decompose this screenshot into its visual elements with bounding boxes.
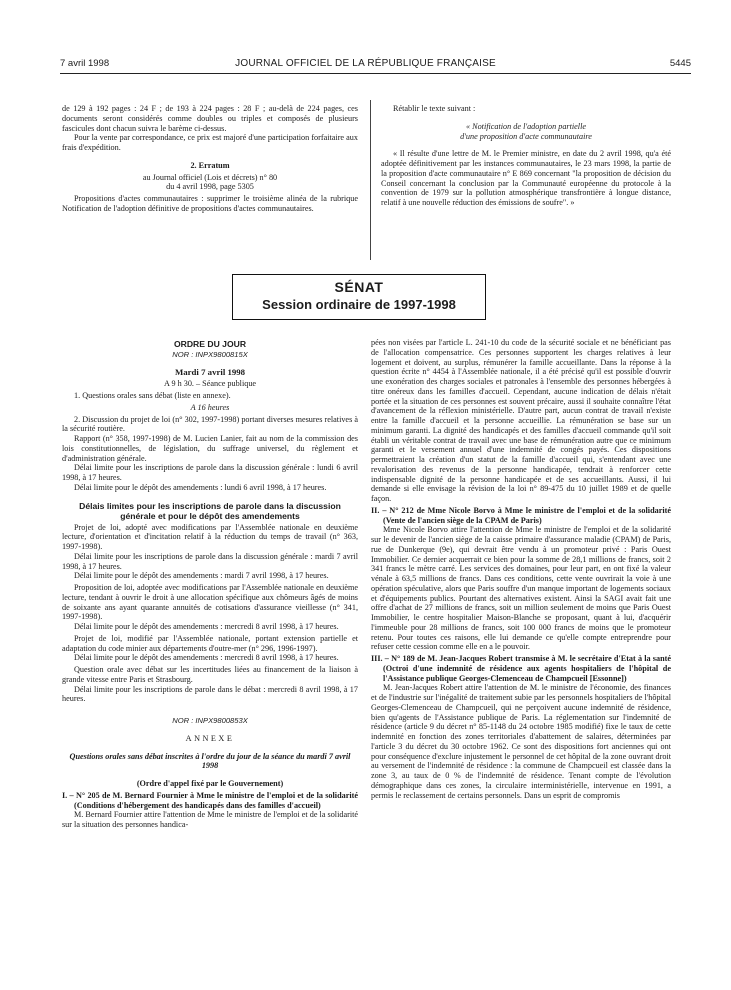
question-205-continuation: pées non visées par l'article L. 241-10 du code de la sécurité sociale et ne bénéficiant pas de l'allocation compensatrice. Ces personnes supportent les charges relatives à leur logement et doivent, au surplus, rémunérer la famille accueillante. Dans la réponse à la question écrite n° 4454 à l'Assemblée nationale, il a été précisé qu'il est possible d'ouvrir une exonération des charges sociales et patronales à l'ensemble des personnes hébergées à titre onéreux dans les familles d'accueil. Cependant, aucune indication de délais n'était portée et la situation de ces personnes est souvent précaire, aussi il souhaite connaître l'état d'avancement de la réflexion ministérielle. D'autre part, aucun contrat de travail n'existe entre la famille d'accueil et la personne accueillie. La rémunération se base sur un minimum garanti. La dignité des handicapés et des familles d'accueil commande qu'il soit établi un véritable contrat de travail avec une base de rémunération autre que ce minimum garanti et le versement annuel d'une indemnité de congés payés. Ces dispositions permettraient la création d'un statut de la famille d'accueil qui, s'entendant avec une revalorisation des revenus de la personne handicapée, tendrait à renforcer cette indispensable dignité de la personne handicapée et de ses accueillants. Aussi, il lui demande si elle envisage la révision de la loi n° 89-475 du 10 juillet 1989 et de quelle façon. xyxy=(371,338,671,503)
question-212-text: Mme Nicole Borvo attire l'attention de Mme le ministre de l'emploi et de la solidarité sur le devenir de l'ancien siège de la caisse primaire d'assurance maladie (CPAM) de Paris, rue de Dunkerque (9e), qui devrait être vendu à un promoteur privé : Paris Ouest Immobilier. Ce dernier acquerrait ce bien pour la somme de 28,1 millions de francs, soit 2 341 francs le mètre carré. Les services des domaines, pour leur part, en ont fixé la valeur vénale à 63,5 millions de francs. Dans ces conditions, cette vente ouvrirait la voie à une opération spéculative, alors que Paris souffre d'un manque important de logements sociaux et d'équipements publics. Pourtant des alternatives existent. Ainsi la SAGI avait fait une offre d'achat de 27 millions de francs, soit un million seulement de moins que Paris Ouest Immobilier, le centre hospitalier Maison-Blanche se proposant, quant à lui, d'acquérir l'immeuble pour 28 millions de francs, soit 100 000 francs de moins que le promoteur retenu. Pour toutes ces raisons, elle lui demande ce qu'elle compte entreprendre pour refuser cette cession comme elle en a le pouvoir. xyxy=(371,525,671,652)
erratum-reference-line1: au Journal officiel (Lois et décrets) n° 80 xyxy=(142,172,278,182)
top-left-column xyxy=(62,104,358,214)
header-page-number: 5445 xyxy=(669,58,691,69)
agenda-left-column xyxy=(62,340,358,830)
session-subtitle: Session ordinaire de 1997-1998 xyxy=(262,297,456,312)
question-189-text: M. Jean-Jacques Robert attire l'attention de M. le ministre de l'économie, des finances et de l'industrie sur l'inégalité de traitement subie par les personnels hospitaliers de l'hôpital Georges-Clemenceau de Champcueil, qui ne perçoivent aucune indemnité de résidence, bien qu'agents de l'Assistance publique de Paris. La réglementation sur l'indemnité de résidence (article 9 du décret n° 85-1148 du 24 octobre 1985 modifié) fixe le taux de cette indemnité en fonction des zones territoriales d'abattement de salaires, déterminées par l'article 3 du décret du 30 octobre 1962. Ce sont des dispositions fort anciennes qui ont pour conséquence d'exclure injustement le personnel de cet hôpital de la zone ouvrant droit au versement de l'indemnité de résidence : la commune de Champcueil est classée dans la zone 3, au taux de 0 % de l'indemnité de résidence. Tenant compte de l'évolution démographique dans ces zones, la circulaire interministérielle, intervenue en 1991, a permis le reclassement de certains personnels. Dans un esprit de compromis xyxy=(371,683,671,800)
top-right-column xyxy=(381,104,671,208)
ordre-du-jour-title: ORDRE DU JOUR xyxy=(173,339,247,349)
nor-reference-2: NOR : INPX9800853X xyxy=(172,716,248,725)
delai-paragraph-7: Délai limite pour les inscriptions de parole dans le débat : mercredi 8 avril 1998, à 17 heures. xyxy=(62,684,358,704)
time-16h: A 16 heures xyxy=(190,402,230,412)
delai-paragraph-6: Délai limite pour le dépôt des amendements : mercredi 8 avril 1998, à 17 heures. xyxy=(74,653,339,663)
notification-paragraph: « Il résulte d'une lettre de M. le Premier ministre, en date du 2 avril 1998, qu'a été adoptée définitivement par les instances communautaires, le 23 mars 1998, la partie de la proposition d'acte communautaire n° E 869 concernant "la proposition de décision du Conseil concernant la conclusion par la Communauté européenne du protocole à la convention de 1979 sur la pollution atmosphérique transfrontière à longue distance, relatif à une nouvelle réduction des émissions de soufre". » xyxy=(381,149,671,207)
notification-title-line1: « Notification de l'adoption partielle xyxy=(465,121,586,131)
delai-paragraph-2: Délai limite pour le dépôt des amendements : lundi 6 avril 1998, à 17 heures. xyxy=(74,482,327,492)
question-189-title: III. – N° 189 de M. Jean-Jacques Robert transmise à M. le secrétaire d'Etat à la santé (Octroi d'une indemnité de résidence aux agents hospitaliers de l'hôpital de l'Assistance publique Georges-Clemenceau de Champcueil [Essonne]) xyxy=(371,654,671,683)
header-journal-title: JOURNAL OFFICIEL DE LA RÉPUBLIQUE FRANÇAISE xyxy=(235,58,496,69)
delai-paragraph-3: Délai limite pour les inscriptions de parole dans la discussion générale : mardi 7 avril 1998, à 17 heures. xyxy=(62,551,358,571)
erratum-paragraph: Propositions d'actes communautaires : supprimer le troisième alinéa de la rubrique Notification de l'adoption définitive de propositions d'actes communautaires. xyxy=(62,194,358,213)
price-paragraph: de 129 à 192 pages : 24 F ; de 193 à 224 pages : 28 F ; au-delà de 224 pages, ces documents seront considérés comme doubles ou triples et composés de plusieurs fascicules dont chacun suivra le barème ci-dessus. xyxy=(62,104,358,133)
delais-heading: Délais limites pour les inscriptions de parole dans la discussion générale et pour le dépôt des amendements xyxy=(79,500,341,521)
header-date: 7 avril 1998 xyxy=(60,58,110,69)
shipping-paragraph: Pour la vente par correspondance, ce prix est majoré d'une participation forfaitaire aux frais d'expédition. xyxy=(62,133,358,152)
delai-paragraph-5: Délai limite pour le dépôt des amendements : mercredi 8 avril 1998, à 17 heures. xyxy=(74,622,339,631)
agenda-date-title: Mardi 7 avril 1998 xyxy=(174,366,246,377)
erratum-reference-line2: du 4 avril 1998, page 5305 xyxy=(166,182,254,192)
agenda-item-2: 2. Discussion du projet de loi (n° 302, 1997-1998) portant diverses mesures relatives à la sécurité routière. xyxy=(62,414,358,434)
question-212-title: II. – N° 212 de Mme Nicole Borvo à Mme le ministre de l'emploi et de la solidarité (Vente de l'ancien siège de la CPAM de Paris) xyxy=(371,505,671,525)
retablir-line: Rétablir le texte suivant : xyxy=(393,104,476,113)
seance-line: A 9 h 30. – Séance publique xyxy=(163,379,257,389)
nor-reference-1: NOR : INPX9800815X xyxy=(172,349,248,359)
delai-paragraph-4: Délai limite pour le dépôt des amendements : mardi 7 avril 1998, à 17 heures. xyxy=(74,571,329,581)
rapport-paragraph: Rapport (n° 358, 1997-1998) de M. Lucien Lanier, fait au nom de la commission des lois constitutionnelles, de législation, du suffrage universel, du règlement et d'administration générale. xyxy=(62,434,358,463)
notification-title-line2: d'une proposition d'acte communautaire xyxy=(460,131,592,141)
question-205-text: M. Bernard Fournier attire l'attention de Mme le ministre de l'emploi et de la solidarité sur la situation des personnes handica- xyxy=(62,810,358,829)
proposition-paragraph: Proposition de loi, adoptée avec modifications par l'Assemblée nationale en deuxième lecture, tendant à ouvrir le droit à une allocation spécifique aux chômeurs âgés de moins de soixante ans ayant quarante annuités de cotisations d'assurance vieillesse (n° 341, 1997-1998). xyxy=(62,583,358,622)
question-paragraph: Question orale avec débat sur les incertitudes liées au financement de la liaison à grande vitesse entre Paris et Strasbourg. xyxy=(62,665,358,684)
questions-orales-heading: Questions orales sans débat inscrites à l'ordre du jour de la séance du mardi 7 avril 1998 xyxy=(69,751,351,771)
delai-paragraph-1: Délai limite pour les inscriptions de parole dans la discussion générale : lundi 6 avril 1998, à 17 heures. xyxy=(62,463,358,482)
projet-paragraph-1: Projet de loi, adopté avec modifications par l'Assemblée nationale en deuxième lecture, d'orientation et d'incitation relatif à la réduction du temps de travail (n° 363, 1997-1998). xyxy=(62,522,358,551)
erratum-title: 2. Erratum xyxy=(190,160,230,170)
projet-paragraph-2: Projet de loi, modifié par l'Assemblée nationale, portant extension partielle et adaptation du code minier aux départements d'outre-mer (n° 296, 1996-1997). xyxy=(62,633,358,653)
ordre-gouvernement: (Ordre d'appel fixé par le Gouvernement) xyxy=(136,779,284,788)
senat-title: SÉNAT xyxy=(334,279,384,295)
senat-banner xyxy=(232,274,486,320)
annexe-title: ANNEXE xyxy=(185,733,235,743)
header-rule xyxy=(60,73,691,74)
column-divider xyxy=(370,100,371,260)
question-205-title: I. – N° 205 de M. Bernard Fournier à Mme le ministre de l'emploi et de la solidarité (Conditions d'hébergement des handicapés dans des familles d'accueil) xyxy=(62,790,358,810)
agenda-right-column xyxy=(371,338,671,800)
agenda-item-1: 1. Questions orales sans débat (liste en annexe). xyxy=(74,391,231,400)
